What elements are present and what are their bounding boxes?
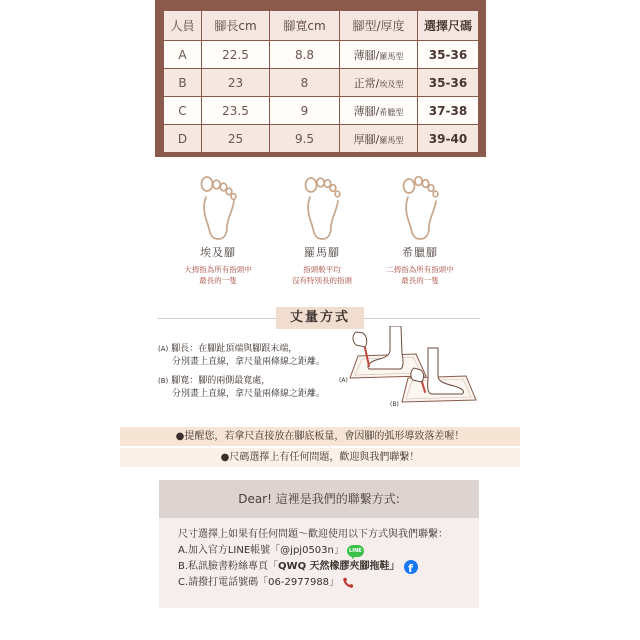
cell-foot-length: 22.5 — [202, 41, 270, 69]
cell-foot-length: 23 — [202, 69, 270, 97]
step-label: (B) — [158, 377, 169, 385]
header-size: 選擇尺碼 — [418, 11, 479, 41]
foot-type-egyptian — [170, 172, 266, 288]
header-foot-type: 腳型/厚度 — [340, 11, 418, 41]
phone-number: 06-2977988 — [268, 577, 330, 588]
step-text: 分別畫上直線，拿尺量兩條線之距離。 — [172, 389, 326, 399]
facebook-page-name: QWQ 天然橡膠夾腳拖鞋 — [278, 561, 390, 572]
little-toe — [433, 191, 438, 197]
measuring-warning-banner: ●提醒您，若拿尺直接放在腳底板量，會因腳的弧形導致落差喔！ — [120, 427, 520, 446]
phone-icon — [342, 577, 354, 589]
leg-with-foot — [428, 348, 464, 394]
cell-person: D — [164, 125, 202, 153]
contact-item-text: B.私訊臉書粉絲專頁「 — [178, 561, 279, 572]
table-header-row — [164, 11, 479, 41]
measure-step-width — [158, 375, 336, 401]
cell-size: 35-36 — [418, 69, 479, 97]
step-label: (A) — [158, 345, 169, 353]
cell-person: A — [164, 41, 202, 69]
big-toe — [404, 179, 415, 193]
cell-size: 39-40 — [418, 125, 479, 153]
second-toe — [317, 178, 324, 187]
fourth-toe — [428, 185, 434, 192]
step-text: 腳寬：腳的兩側最寬處， — [171, 376, 271, 386]
cell-foot-width: 8.8 — [270, 41, 340, 69]
foot-thickness: 薄腳/ — [353, 48, 380, 62]
contact-intro: 尺寸選擇上如果有任何問題～歡迎使用以下方式與我們聯繫： — [178, 529, 448, 540]
foot-thickness: 薄腳/ — [353, 104, 380, 118]
foot-type-description: 指頭較平均 — [303, 265, 341, 274]
table-row — [164, 41, 479, 69]
second-toe — [415, 177, 422, 186]
contact-body — [159, 518, 479, 591]
cell-foot-width: 9 — [270, 97, 340, 125]
illustration-label-b: (B) — [390, 401, 399, 408]
foot-type-description: 最長的一隻 — [199, 276, 237, 285]
cell-size: 35-36 — [418, 41, 479, 69]
contact-item-text: 」 — [329, 577, 340, 588]
header-foot-width: 腳寬cm — [270, 11, 340, 41]
foot-type-greek — [372, 172, 468, 288]
cell-foot-type — [340, 41, 418, 69]
hand — [353, 332, 367, 347]
big-toe — [202, 177, 213, 191]
measure-section-title: 丈量方式 — [276, 307, 364, 329]
leg-with-foot — [368, 326, 403, 369]
line-icon: LINE — [347, 545, 364, 557]
size-table-frame — [155, 0, 486, 157]
contact-invite-banner: ●尺碼選擇上有任何問題，歡迎與我們聯繫！ — [120, 448, 520, 467]
second-toe — [213, 180, 220, 189]
illustration-label-a: (A) — [339, 377, 348, 384]
measure-step-length — [158, 343, 336, 369]
line-account-id: @jpj0503n — [280, 545, 334, 556]
table-row — [164, 97, 479, 125]
header-person: 人員 — [164, 11, 202, 41]
cell-foot-length: 23.5 — [202, 97, 270, 125]
foot-type-roman — [274, 172, 370, 288]
cell-person: B — [164, 69, 202, 97]
foot-outline — [406, 197, 436, 239]
contact-item-text: 」 — [389, 561, 400, 572]
foot-type-name: 羅馬腳 — [304, 246, 340, 259]
roman-foot-icon — [297, 172, 347, 242]
contact-heading: Dear! 這裡是我們的聯繫方式: — [159, 480, 479, 518]
cell-size: 37-38 — [418, 97, 479, 125]
size-table — [163, 10, 479, 153]
cell-foot-length: 25 — [202, 125, 270, 153]
foot-type-name: 埃及腳 — [200, 246, 236, 259]
foot-type-description: 二拇指為所有指頭中 — [386, 265, 454, 274]
little-toe — [231, 194, 236, 200]
cell-foot-type — [340, 125, 418, 153]
cell-foot-type — [340, 69, 418, 97]
foot-outline — [204, 197, 234, 239]
contact-item-line — [178, 543, 479, 559]
contact-item-facebook — [178, 559, 479, 575]
contact-box — [159, 480, 479, 608]
contact-item-text: C.請撥打電話號碼「 — [178, 577, 269, 588]
foot-thickness: 正常/ — [353, 76, 380, 90]
foot-type-description: 最長的一隻 — [401, 276, 439, 285]
cell-person: C — [164, 97, 202, 125]
cell-foot-width: 9.5 — [270, 125, 340, 153]
foot-shape: 埃及型 — [379, 79, 404, 89]
table-row — [164, 69, 479, 97]
fourth-toe — [226, 188, 232, 195]
foot-thickness: 厚腳/ — [353, 132, 380, 146]
table-row — [164, 125, 479, 153]
foot-shape: 羅馬型 — [379, 135, 404, 145]
greek-foot-icon — [395, 172, 445, 242]
cell-foot-type — [340, 97, 418, 125]
step-text: 腳長：在腳趾頂端與腳跟末端， — [171, 344, 298, 354]
foot-type-description: 大拇指為所有指頭中 — [184, 265, 252, 274]
contact-item-phone — [178, 575, 479, 591]
cell-foot-width: 8 — [270, 69, 340, 97]
foot-shape: 羅馬型 — [379, 51, 404, 61]
foot-shape: 希臘型 — [379, 107, 404, 117]
foot-type-name: 希臘腳 — [402, 246, 438, 259]
contact-item-text: 」 — [333, 545, 344, 556]
foot-outline — [308, 197, 338, 239]
facebook-icon: f — [404, 560, 418, 574]
foot-type-description: 沒有特別長的指頭 — [292, 276, 352, 285]
egyptian-foot-icon — [193, 172, 243, 242]
fourth-toe — [330, 185, 336, 192]
step-text: 分別畫上直線，拿尺量兩條線之距離。 — [172, 357, 326, 367]
foot-tracing-illustration — [338, 326, 480, 408]
big-toe — [306, 178, 317, 192]
hand — [411, 368, 424, 382]
header-foot-length: 腳長cm — [202, 11, 270, 41]
contact-item-text: A.加入官方LINE帳號「 — [178, 545, 281, 556]
little-toe — [335, 191, 340, 197]
